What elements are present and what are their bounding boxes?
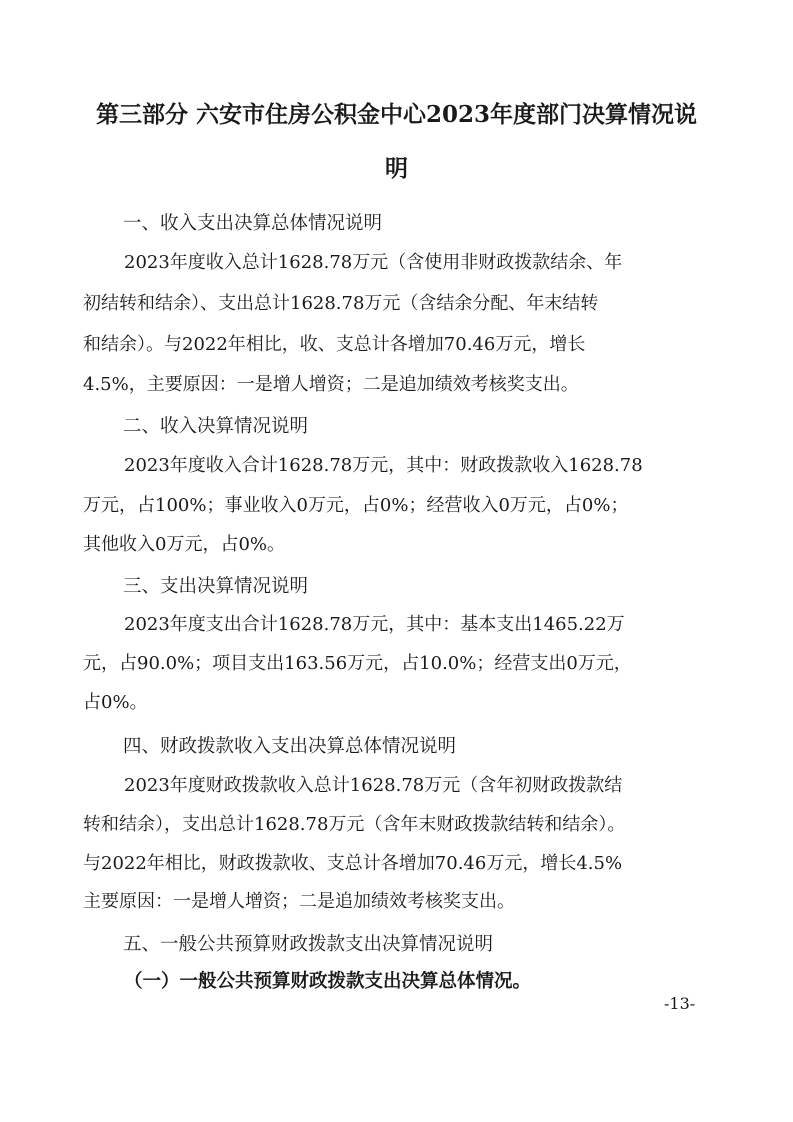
section-1-line-3: 和结余）。与2022年相比，收、支总计各增加70.46万元，增长 <box>83 334 586 355</box>
section-2-line-3: 其他收入0万元，占0%。 <box>83 534 286 555</box>
page-title-line-2: 明 <box>385 155 408 182</box>
section-2-line-1: 2023年度收入合计1628.78万元，其中：财政拨款收入1628.78 <box>124 455 643 476</box>
section-1-heading: 一、收入支出决算总体情况说明 <box>123 213 383 234</box>
page-number: -13- <box>664 994 696 1013</box>
section-3-line-1: 2023年度支出合计1628.78万元，其中：基本支出1465.22万 <box>124 614 625 635</box>
section-2-heading: 二、收入决算情况说明 <box>123 416 309 437</box>
section-1-line-4: 4.5%，主要原因：一是增人增资；二是追加绩效考核奖支出。 <box>83 374 579 395</box>
section-3-line-3: 占0%。 <box>83 692 148 713</box>
section-4-line-2: 转和结余），支出总计1628.78万元（含年末财政拨款结转和结余）。 <box>83 814 626 835</box>
section-2-line-2: 万元，占100%；事业收入0万元，占0%；经营收入0万元，占0%； <box>83 495 629 516</box>
page-title-line-1: 第三部分 六安市住房公积金中心2023年度部门决算情况说 <box>95 101 698 128</box>
section-4-line-3: 与2022年相比，财政拨款收、支总计各增加70.46万元，增长4.5% <box>83 853 623 874</box>
section-4-line-1: 2023年度财政拨款收入总计1628.78万元（含年初财政拨款结 <box>124 775 623 796</box>
section-3-heading: 三、支出决算情况说明 <box>123 576 309 597</box>
section-1-line-2: 初结转和结余）、支出总计1628.78万元（含结余分配、年末结转 <box>83 293 599 314</box>
section-4-line-4: 主要原因：一是增人增资；二是追加绩效考核奖支出。 <box>83 891 515 912</box>
section-1-line-1: 2023年度收入总计1628.78万元（含使用非财政拨款结余、年 <box>124 252 623 273</box>
section-5-subheading: （一）一般公共预算财政拨款支出决算总体情况。 <box>124 971 532 992</box>
section-5-heading: 五、一般公共预算财政拨款支出决算情况说明 <box>123 934 494 955</box>
section-3-line-2: 元，占90.0%；项目支出163.56万元，占10.0%；经营支出0万元， <box>83 653 632 674</box>
section-4-heading: 四、财政拨款收入支出决算总体情况说明 <box>123 736 457 757</box>
